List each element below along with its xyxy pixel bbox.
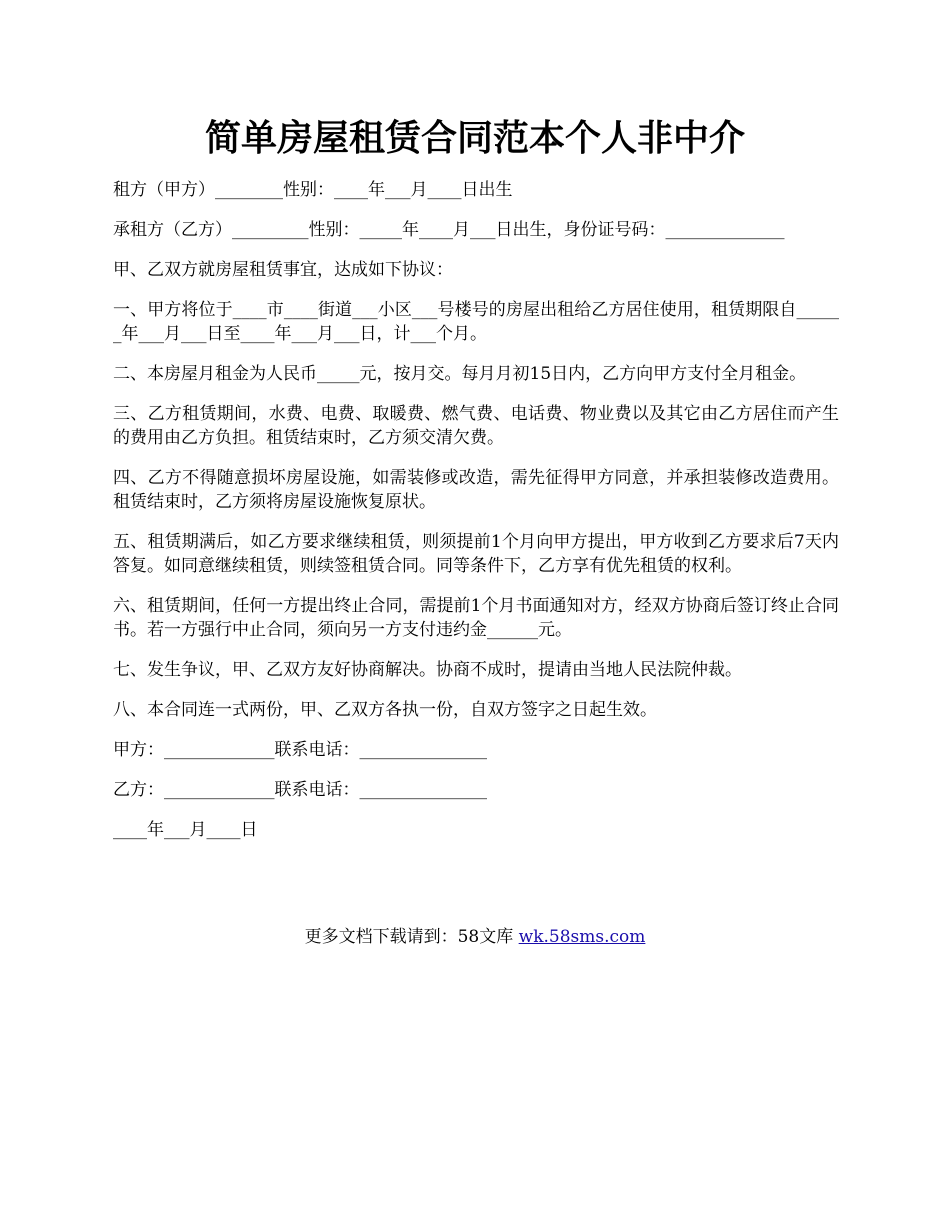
document-title: 简单房屋租赁合同范本个人非中介 — [204, 117, 745, 159]
clause-4: 四、乙方不得随意损坏房屋设施，如需装修或改造，需先征得甲方同意，并承担装修改造费用。租赁结束时，乙方须将房屋设施恢复原状。 — [113, 468, 839, 512]
agreement-intro: 甲、乙双方就房屋租赁事宜，达成如下协议： — [113, 260, 453, 280]
clause-8: 八、本合同连一式两份，甲、乙双方各执一份，自双方签字之日起生效。 — [113, 700, 657, 720]
party-a-info: 租方（甲方）________性别：____年___月____日出生 — [113, 180, 513, 200]
party-a-signature: 甲方：_____________联系电话：_______________ — [113, 740, 487, 760]
party-b-info: 承租方（乙方）_________性别：_____年____月___日出生，身份证号码：______________ — [113, 220, 785, 240]
signing-date: ____年___月____日 — [113, 820, 258, 840]
clause-7: 七、发生争议，甲、乙双方友好协商解决。协商不成时，提请由当地人民法院仲裁。 — [113, 660, 742, 680]
footer-link[interactable]: wk.58sms.com — [518, 927, 646, 947]
clause-6: 六、租赁期间，任何一方提出终止合同，需提前1个月书面通知对方，经双方协商后签订终止合同书。若一方强行中止合同，须向另一方支付违约金______元。 — [113, 596, 839, 640]
footer — [0, 925, 950, 949]
clause-5: 五、租赁期满后，如乙方要求继续租赁，则须提前1个月向甲方提出，甲方收到乙方要求后7天内答复。如同意继续租赁，则续签租赁合同。同等条件下，乙方享有优先租赁的权利。 — [113, 532, 839, 576]
document-body — [113, 178, 839, 858]
footer-prefix: 更多文档下载请到：58文库 — [304, 927, 519, 947]
clause-1: 一、甲方将位于____市____街道___小区___号楼号的房屋出租给乙方居住使用，租赁期限自______年___月___日至____年___月___日，计___个月。 — [113, 300, 839, 344]
clause-2: 二、本房屋月租金为人民币_____元，按月交。每月月初15日内，乙方向甲方支付全月租金。 — [113, 364, 807, 384]
party-b-signature: 乙方：_____________联系电话：_______________ — [113, 780, 487, 800]
clause-3: 三、乙方租赁期间，水费、电费、取暖费、燃气费、电话费、物业费以及其它由乙方居住而产生的费用由乙方负担。租赁结束时，乙方须交清欠费。 — [113, 404, 839, 448]
